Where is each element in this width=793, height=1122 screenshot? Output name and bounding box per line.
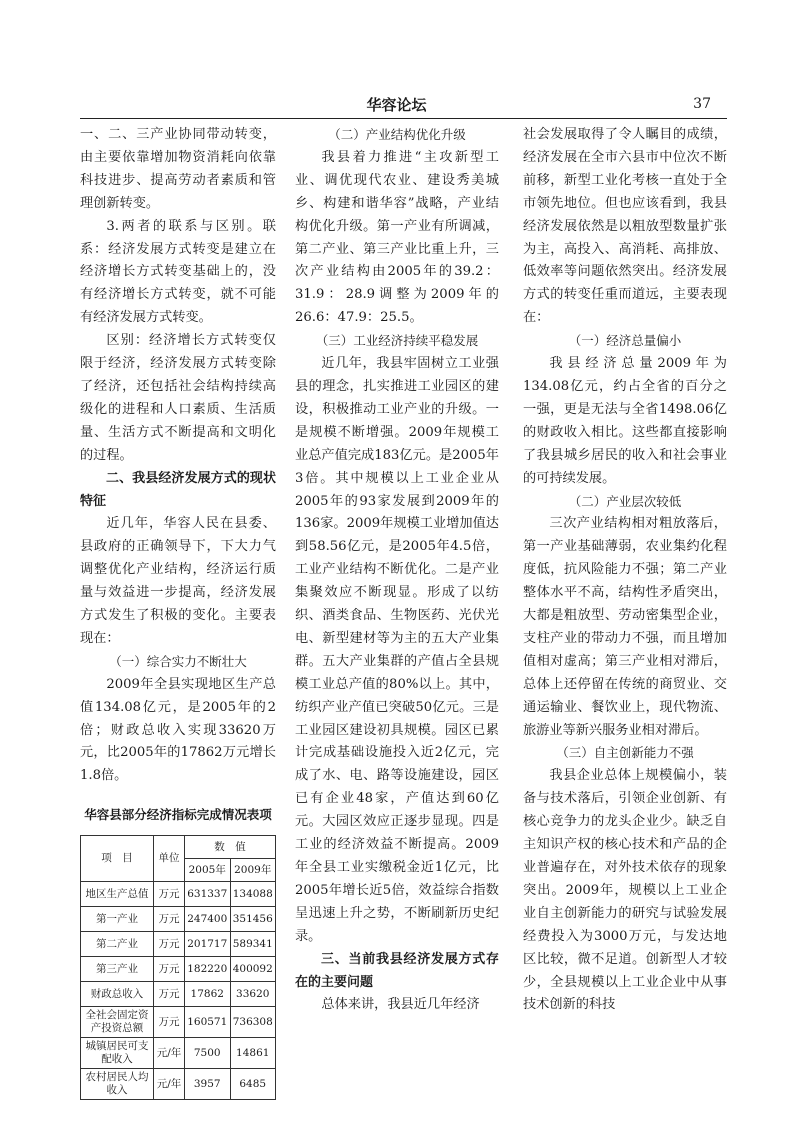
cell-2009: 14861 <box>230 1038 276 1069</box>
subsection-heading: （三）工业经济持续平稳发展 <box>315 333 479 349</box>
paragraph: 我县着力推进“主攻新型工业、调优现代农业、建设秀美城乡、构建和谐华容”战略，产业结构优化升级。第一产业有所调减，第二产业、第三产业比重上升，三次产业结构由2005年的39.2：31.9：28.9调整为2009年的26.6：47.9：25.5。 <box>295 149 499 326</box>
cell-2005: 182220 <box>185 957 231 982</box>
cell-2005: 7500 <box>185 1038 231 1069</box>
table-row <box>81 1007 276 1038</box>
subsection-heading: （二）产业层次较低 <box>568 493 682 509</box>
cell-unit: 万元 <box>154 957 185 982</box>
paragraph: 3.两者的联系与区别。联系：经济发展方式转变是建立在经济增长方式转变基础上的，没有经济增长方式转变，就不可能有经济发展方式转变。 <box>80 218 276 326</box>
column-2 <box>295 124 499 1017</box>
paragraph: 近几年，华容人民在县委、县政府的正确领导下，下大力气调整优化产业结构，经济运行质量与效益进一步提高，经济发展方式发生了积极的变化。主要表现在： <box>80 516 276 646</box>
paragraph: 一、二、三产业协同带动转变，由主要依靠增加物资消耗向依靠科技进步、提高劳动者素质和管理创新转变。 <box>80 127 276 211</box>
column-1 <box>80 124 276 1100</box>
section-heading: 三、当前我县经济发展方式存在的主要问题 <box>295 951 499 990</box>
section-heading: 二、我县经济发展方式的现状特征 <box>80 470 276 509</box>
cell-2005: 160571 <box>185 1007 231 1038</box>
cell-unit: 元/年 <box>154 1069 185 1100</box>
table-row <box>81 1069 276 1100</box>
header-2005: 2005年 <box>185 859 231 882</box>
table-row <box>81 1038 276 1069</box>
paragraph: 社会发展取得了令人瞩目的成绩，经济发展在全市六县市中位次不断前移，新型工业化考核一直处于全市领先地位。但也应该看到，我县经济发展依然是以粗放型数量扩张为主，高投入、高消耗、高排放、低效率等问题依然突出。经济发展方式的转变任重而道远，主要表现在： <box>523 127 727 326</box>
cell-2009: 400092 <box>230 957 276 982</box>
header-unit: 单位 <box>154 836 185 882</box>
cell-item: 第一产业 <box>81 907 154 932</box>
cell-2005: 3957 <box>185 1069 231 1100</box>
table-row <box>81 982 276 1007</box>
header-rule <box>80 118 727 119</box>
cell-2009: 6485 <box>230 1069 276 1100</box>
paragraph: 近几年，我县牢固树立工业强县的理念，扎实推进工业园区的建设，积极推动工业产业的升级。一是规模不断增强。2009年规模工业总产值完成183亿元。是2005年3倍。其中规模以上工业企业从2005年的93家发展到2009年的136家。2009年规模工业增加值达到58.56亿元，是2005年4.5倍，工业产业结构不断优化。二是产业集聚效应不断现显。形成了以纺织、酒类食品、生物医药、光伏光电、新型建材等为主的五大产业集群。五大产业集群的产值占全县规模工业总产值的80%以上。其中，纺织产业产值已突破50亿元。三是工业园区建设初具规模。园区已累计完成基础设施投入近2亿元，完成了水、电、路等设施建设，园区已有企业48家，产值达到60亿元。大园区效应正逐步显现。四是工业的经济效益不断提高。2009年全县工业实缴税金近1亿元，比2005年增长近5倍，效益综合指数呈迅速上升之势，不断刷新历史纪录。 <box>295 356 499 944</box>
table-row <box>81 932 276 957</box>
economic-indicators-table <box>80 835 276 1100</box>
page-number: 37 <box>693 96 711 112</box>
paragraph: 三次产业结构相对粗放落后，第一产业基础薄弱，农业集约化程度低，抗风险能力不强；第二产业整体水平不高，结构性矛盾突出，大都是粗放型、劳动密集型企业，支柱产业的带动力不强，而且增加值相对虚高；第三产业相对滞后，总体上还停留在传统的商贸业、交通运输业、餐饮业上，现代物流、旅游业等新兴服务业相对滞后。 <box>523 516 727 738</box>
paragraph: 2009年全县实现地区生产总值134.08亿元，是2005年的2倍；财政总收入实现33620万元，比2005年的17862万元增长1.8倍。 <box>80 676 276 784</box>
cell-item: 地区生产总值 <box>81 882 154 907</box>
table-title: 华容县部分经济指标完成情况表项 <box>84 807 272 823</box>
cell-unit: 元/年 <box>154 1038 185 1069</box>
header-item: 项 目 <box>81 836 154 882</box>
cell-2009: 33620 <box>230 982 276 1007</box>
cell-item: 城镇居民可支配收入 <box>81 1038 154 1069</box>
cell-2009: 351456 <box>230 907 276 932</box>
cell-2009: 736308 <box>230 1007 276 1038</box>
table-row <box>81 957 276 982</box>
cell-item: 农村居民人均收入 <box>81 1069 154 1100</box>
cell-item: 全社会固定资产投资总额 <box>81 1007 154 1038</box>
subsection-heading: （三）自主创新能力不强 <box>556 745 694 761</box>
subsection-heading: （二）产业结构优化升级 <box>328 127 466 142</box>
paragraph: 总体来讲，我县近几年经济 <box>321 997 480 1013</box>
header-2009: 2009年 <box>230 859 276 882</box>
column-3 <box>523 124 727 1017</box>
cell-2005: 201717 <box>185 932 231 957</box>
cell-unit: 万元 <box>154 932 185 957</box>
cell-2009: 589341 <box>230 932 276 957</box>
subsection-heading: （一）经济总量偏小 <box>568 333 682 349</box>
table-row <box>81 882 276 907</box>
cell-item: 第二产业 <box>81 932 154 957</box>
table-row <box>81 907 276 932</box>
cell-unit: 万元 <box>154 1007 185 1038</box>
cell-item: 财政总收入 <box>81 982 154 1007</box>
cell-item: 第三产业 <box>81 957 154 982</box>
cell-2009: 134088 <box>230 882 276 907</box>
header-value: 数 值 <box>185 836 276 859</box>
cell-unit: 万元 <box>154 982 185 1007</box>
paragraph: 区别：经济增长方式转变仅限于经济，经济发展方式转变除了经济，还包括社会结构持续高级化的进程和人口素质、生活质量、生活方式不断提高和文明化的过程。 <box>80 333 276 463</box>
cell-unit: 万元 <box>154 882 185 907</box>
paragraph: 我县企业总体上规模偏小，装备与技术落后，引领企业创新、有核心竞争力的龙头企业少。缺乏自主知识产权的核心技术和产品的企业普遍存在，对外技术依存的现象突出。2009年，规模以上工业企业自主创新能力的研究与试验发展经费投入为3000万元，与发达地区比较，微不足道。创新型人才较少，全县规模以上工业企业中从事技术创新的科技 <box>523 768 727 1013</box>
cell-2005: 247400 <box>185 907 231 932</box>
cell-2005: 17862 <box>185 982 231 1007</box>
cell-unit: 万元 <box>154 907 185 932</box>
paragraph: 我县经济总量2009年为134.08亿元，约占全省的百分之一强，更是无法与全省1498.06亿的财政收入相比。这些都直接影响了我县城乡居民的收入和社会事业的可持续发展。 <box>523 356 727 486</box>
journal-header-title: 华容论坛 <box>366 96 427 114</box>
cell-2005: 631337 <box>185 882 231 907</box>
subsection-heading: （一）综合实力不断壮大 <box>109 653 247 669</box>
